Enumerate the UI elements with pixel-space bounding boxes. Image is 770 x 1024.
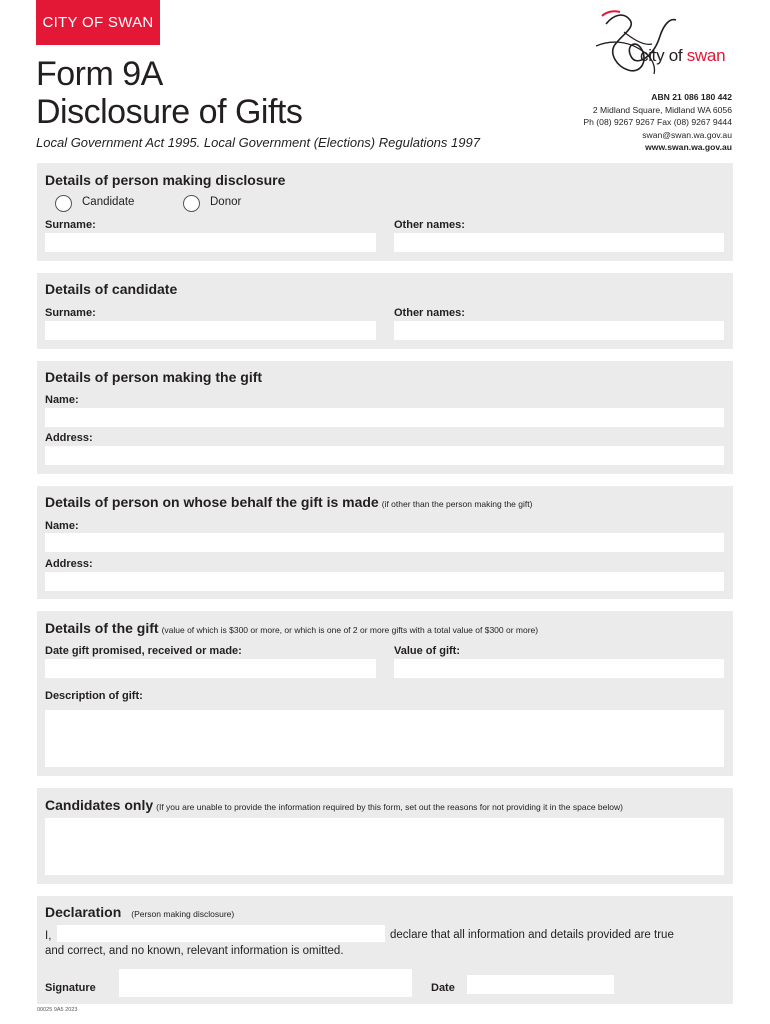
gift-maker-address-field[interactable] <box>45 446 724 465</box>
behalf-address-field[interactable] <box>45 572 724 591</box>
name-label: Name: <box>45 520 79 532</box>
disclosure-surname-field[interactable] <box>45 233 376 252</box>
date-gift-field[interactable] <box>45 659 376 678</box>
declarant-name-field[interactable] <box>57 925 385 942</box>
section-note: (Person making disclosure) <box>131 909 235 919</box>
form-title: Disclosure of Gifts <box>36 93 303 131</box>
other-names-label: Other names: <box>394 219 465 231</box>
declaration-i-label: I, <box>45 930 52 942</box>
donor-radio-label: Donor <box>210 196 242 208</box>
section-title: Candidates only (If you are unable to provide the information required by this form, set out the reasons for not providing it in the space below) <box>45 797 623 813</box>
surname-label: Surname: <box>45 219 96 231</box>
phone-fax: Ph (08) 9267 9267 Fax (08) 9267 9444 <box>583 117 732 127</box>
address-label: Address: <box>45 432 93 444</box>
section-title: Details of the gift (value of which is $300 or more, or which is one of 2 or more gifts with a total value of $300 or more) <box>45 620 539 636</box>
section-disclosure-person <box>37 163 733 261</box>
swan-scribble-logo-icon <box>584 6 734 78</box>
section-gift-details <box>37 611 733 776</box>
declaration-statement-line1: declare that all information and details provided are true <box>390 929 674 941</box>
section-note: (If you are unable to provide the information required by this form, set out the reasons for not providing it in the space below) <box>156 802 623 812</box>
section-behalf <box>37 486 733 599</box>
disclosure-other-names-field[interactable] <box>394 233 724 252</box>
section-title: Declaration (Person making disclosure) <box>45 904 235 920</box>
logo-wordmark: city of swan <box>640 46 726 65</box>
contact-details <box>583 91 732 154</box>
description-gift-field[interactable] <box>45 710 724 767</box>
form-number: Form 9A <box>36 55 163 93</box>
donor-radio[interactable] <box>183 195 200 212</box>
value-gift-field[interactable] <box>394 659 724 678</box>
email: swan@swan.wa.gov.au <box>642 129 732 140</box>
section-gift-maker <box>37 361 733 474</box>
legislation-reference: Local Government Act 1995. Local Government (Elections) Regulations 1997 <box>36 135 480 150</box>
section-title: Details of person making the gift <box>45 369 263 385</box>
candidate-other-names-field[interactable] <box>394 321 724 340</box>
section-note: (value of which is $300 or more, or which is one of 2 or more gifts with a total value of $300 or more) <box>161 625 539 635</box>
behalf-name-field[interactable] <box>45 533 724 552</box>
surname-label: Surname: <box>45 307 96 319</box>
section-title: Details of person making disclosure <box>45 172 286 188</box>
signature-field[interactable] <box>119 969 412 997</box>
date-label: Date <box>431 982 455 994</box>
postal-address: 2 Midland Square, Midland WA 6056 <box>592 104 732 115</box>
candidate-radio[interactable] <box>55 195 72 212</box>
candidate-surname-field[interactable] <box>45 321 376 340</box>
section-candidates-only <box>37 788 733 884</box>
signature-label: Signature <box>45 982 96 994</box>
section-note: (if other than the person making the gift) <box>381 499 533 509</box>
section-candidate <box>37 273 733 349</box>
other-names-label: Other names: <box>394 307 465 319</box>
candidate-radio-label: Candidate <box>82 196 135 208</box>
section-title: Details of candidate <box>45 281 178 297</box>
declaration-date-field[interactable] <box>467 975 614 994</box>
website: www.swan.wa.gov.au <box>645 142 732 152</box>
form-code: 00025 9A5 2023 <box>37 1007 78 1013</box>
abn: ABN 21 086 180 442 <box>651 92 732 102</box>
candidates-reasons-field[interactable] <box>45 818 724 875</box>
city-of-swan-brand-box: CITY OF SWAN <box>36 0 160 45</box>
declaration-statement-line2: and correct, and no known, relevant information is omitted. <box>45 945 344 957</box>
description-gift-label: Description of gift: <box>45 690 143 702</box>
section-declaration <box>37 896 733 1004</box>
date-gift-label: Date gift promised, received or made: <box>45 645 242 657</box>
gift-maker-name-field[interactable] <box>45 408 724 427</box>
value-gift-label: Value of gift: <box>394 645 460 657</box>
section-title: Details of person on whose behalf the gift is made (if other than the person making the gift) <box>45 494 533 510</box>
name-label: Name: <box>45 394 79 406</box>
address-label: Address: <box>45 558 93 570</box>
